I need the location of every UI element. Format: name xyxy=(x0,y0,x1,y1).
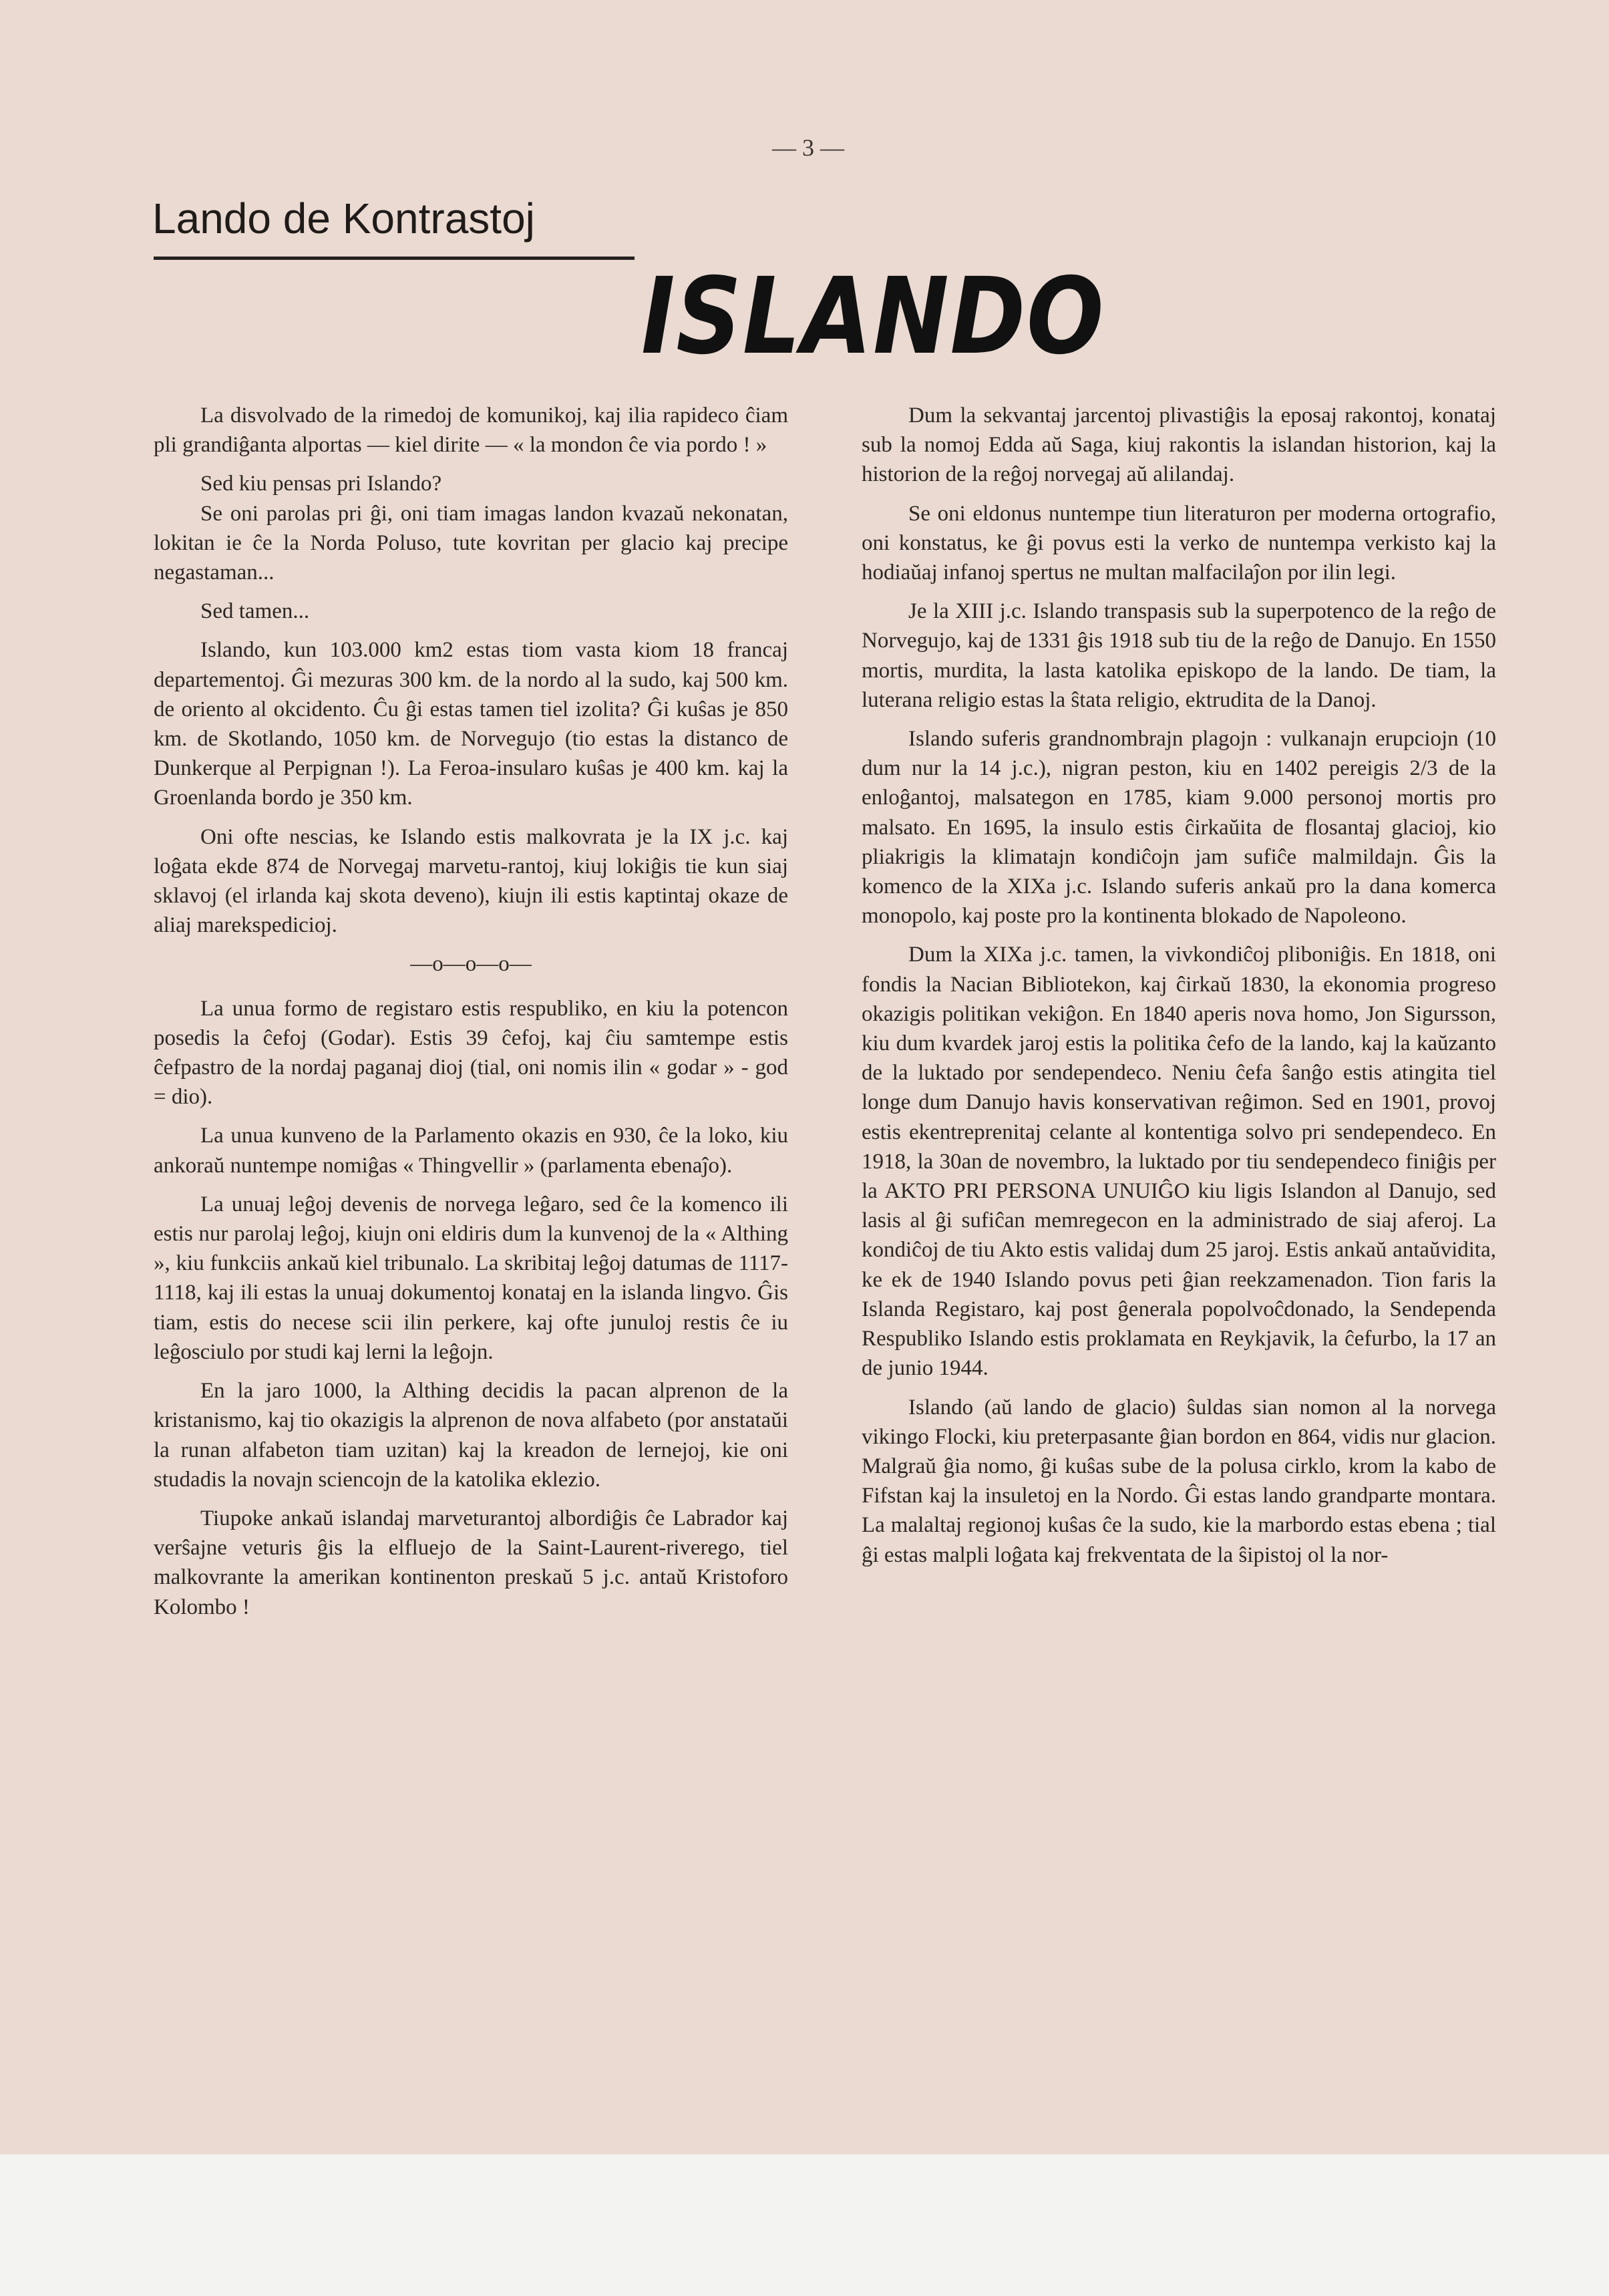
paragraph: En la jaro 1000, la Althing decidis la pacan alprenon de la kristanismo, kaj tio okazigis la alprenon de nova alfabeto (por anstataŭi la runan alfabeton tiam uzitan) kaj la kreadon de lernejoj, kie oni studadis la novajn sciencojn de la katolika eklezio. xyxy=(154,1379,788,1492)
paragraph: Dum la XIXa j.c. tamen, la vivkondiĉoj pliboniĝis. En 1818, oni fondis la Nacian Bibliotekon, kaj ĉirkaŭ 1830, la ekonomia progreso okazigis politikan vekiĝon. En 1840 aperis nova homo, Jon Sigursson, kiu dum kvardek jaroj estis la politika ĉefo de la lando, kaj la kaŭzanto de la luktado por sendependeco. Neniu ĉefa ŝanĝo estis atingita tiel longe dum Danujo havis konservativan reĝimon. Sed en 1901, provoj estis ekentreprenitaj celante al kontentiga solvo pri sendependeco. En 1918, la 30an de novembro, la luktado por tiu sendependeco finiĝis per la AKTO PRI PERSONA UNUIĜO kiu ligis Islandon al Danujo, sed lasis al ĝi sufiĉan memregecon en la administrado de siaj aferoj. La kondiĉoj de tiu Akto estis validaj dum 25 jaroj. Estis ankaŭ antaŭvidita, ke ek de 1940 Islando povus peti ĝian reekzamenadon. Tion faris la Islanda Registaro, kaj post ĝenerala popolvoĉdonado, la Sendependa Respubliko Islando estis proklamata en Reykjavik, la ĉefurbo, la 17 an de junio 1944. xyxy=(862,943,1496,1381)
paragraph: Islando, kun 103.000 km2 estas tiom vasta kiom 18 francaj departementoj. Ĝi mezuras 300 km. de la nordo al la sudo, kaj 500 km. de oriento al okcidento. Ĉu ĝi estas tamen tiel izolita? Ĝi kuŝas je 850 km. de Skotlando, 1050 km. de Norvegujo (tio estas la distanco de Dunkerque al Perpignan !). La Feroa-insularo kuŝas je 400 km. kaj la Groenlanda bordo je 350 km. xyxy=(154,638,788,810)
paragraph: Sed tamen... xyxy=(200,599,310,624)
paragraph: Se oni parolas pri ĝi, oni tiam imagas landon kvazaŭ nekonatan, lokitan ie ĉe la Norda Poluso, tute kovritan per glacio kaj precipe negastaman... xyxy=(154,501,788,585)
paragraph: Dum la sekvantaj jarcentoj plivastiĝis la eposaj rakontoj, konataj sub la nomoj Edda aŭ Saga, kiuj rakontis la islandan historion, kaj la historion de la reĝoj norvegaj aŭ alilandaj. xyxy=(862,403,1496,487)
left-column xyxy=(154,401,788,1631)
paragraph: La unua kunveno de la Parlamento okazis en 930, ĉe la loko, kiu ankoraŭ nuntempe nomiĝas « Thingvellir » (parlamenta ebenaĵo). xyxy=(154,1124,788,1178)
paragraph: Oni ofte nescias, ke Islando estis malkovrata je la IX j.c. kaj loĝata ekde 874 de Norvegaj marvetu-rantoj, kiuj lokiĝis tie kun siaj sklavoj (el irlanda kaj skota deveno), kiujn ili estis kaptintaj okaze de aliaj marekspedicioj. xyxy=(154,824,788,938)
article-headline: ISLANDO xyxy=(641,255,1105,378)
section-separator: —o—o—o— xyxy=(410,952,532,977)
paragraph: La unuaj leĝoj devenis de norvega leĝaro, sed ĉe la komenco ili estis nur parolaj leĝoj, kiujn oni eldiris dum la kunvenoj de la « Althing », kiu funkciis ankaŭ kiel tribunalo. La skribitaj leĝoj datumas de 1117-1118, kaj ili estas la unuaj dokumentoj konataj en la islanda lingvo. Ĝis tiam, estis do necese scii ilin perkere, kaj ofte junuloj restis ĉe iu leĝosciulo por studi kaj lerni la leĝojn. xyxy=(154,1192,788,1364)
paragraph: La unua formo de registaro estis respubliko, en kiu la potencon posedis la ĉefoj (Godar). Estis 39 ĉefoj, kaj ĉiu samtempe estis ĉefpastro de la nordaj paganaj dioj (tial, oni nomis ilin « godar » - god = dio). xyxy=(154,996,788,1110)
section-rubric: Lando de Kontrastoj xyxy=(152,194,535,242)
page-number: — 3 — xyxy=(772,134,844,161)
paragraph: Je la XIII j.c. Islando transpasis sub la superpotenco de la reĝo de Norvegujo, kaj de 1331 ĝis 1918 sub tiu de la reĝo de Danujo. En 1550 mortis, murdita, la lasta katolika episkopo de la lando. De tiam, la luterana religio estas la ŝtata religio, ektrudita de la Danoj. xyxy=(862,599,1496,712)
right-column xyxy=(862,401,1496,1579)
paragraph: Islando (aŭ lando de glacio) ŝuldas sian nomon al la norvega vikingo Flocki, kiu preterpasante ĝian bordon en 864, vidis nur glacion. Malgraŭ ĝia nomo, ĝi kuŝas sube de la polusa cirklo, krom la kabo de Fifstan kaj la insuletoj en la Nordo. Ĝi estas lando grandparte montara. La malaltaj regionoj kuŝas ĉe la sudo, kie la marbordo estas ebena ; tial ĝi estas malpli loĝata kaj frekventata de la ŝipistoj ol la nor- xyxy=(862,1395,1496,1567)
paragraph: Tiupoke ankaŭ islandaj marveturantoj albordiĝis ĉe Labrador kaj verŝajne veturis ĝis la elfluejo de la Saint-Laurent-riverego, tiel malkovrante la amerikan kontinenton preskaŭ 5 j.c. antaŭ Kristoforo Kolombo ! xyxy=(154,1506,788,1619)
paragraph: Islando suferis grandnombrajn plagojn : vulkanajn erupciojn (10 dum nur la 14 j.c.), nigran peston, kiu en 1402 pereigis 2/3 de la enloĝantoj, malsategon en 1785, kiam 9.000 personoj mortis pro malsato. En 1695, la insulo estis ĉirkaŭita de flosantaj glacioj, kio pliakrigis la klimatajn kondiĉojn jam sufiĉe malmildajn. Ĝis la komenco de la XIXa j.c. Islando suferis ankaŭ pro la dana komerca monopolo, kaj poste pro la kontinenta blokado de Napoleono. xyxy=(862,727,1496,929)
paragraph: La disvolvado de la rimedoj de komunikoj, kaj ilia rapideco ĉiam pli grandiĝanta alportas — kiel dirite — « la mondon ĉe via pordo ! » xyxy=(154,403,788,458)
paragraph: Se oni eldonus nuntempe tiun literaturon per moderna ortografio, oni konstatus, ke ĝi povus esti la verko de nuntempa verkisto kaj la hodiaŭaj infanoj spertus ne multan malfacilaĵon por ilin legi. xyxy=(862,501,1496,585)
paragraph: Sed kiu pensas pri Islando? xyxy=(200,472,442,496)
rubric-underline xyxy=(154,257,635,260)
